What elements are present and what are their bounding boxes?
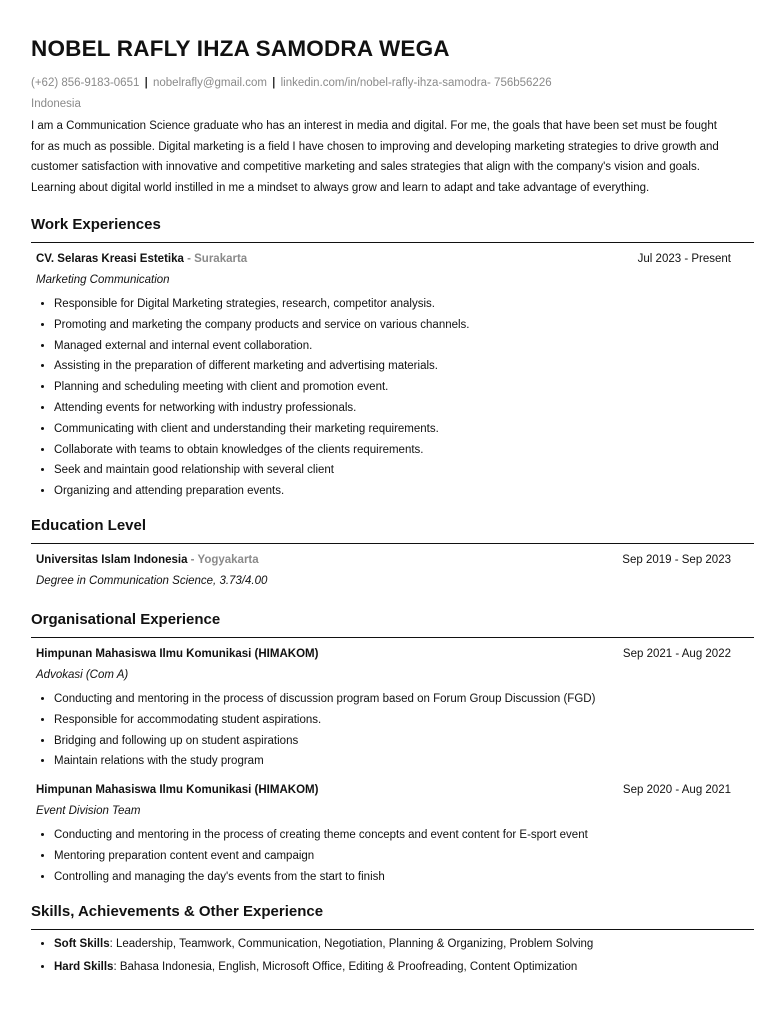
skill-label: Hard Skills — [54, 960, 114, 973]
list-item: • Maintain relations with the study program — [54, 751, 731, 772]
section-title: Organisational Experience — [31, 610, 754, 638]
entry-header — [36, 647, 731, 662]
list-item: • Conducting and mentoring in the process of discussion program based on Forum Group Discussion (FGD) — [54, 689, 731, 710]
section-title: Work Experiences — [31, 215, 754, 243]
work-entry — [31, 252, 741, 502]
job-role: Marketing Communication — [36, 274, 170, 286]
organisation-entry — [31, 783, 741, 887]
candidate-name: NOBEL RAFLY IHZA SAMODRA WEGA — [31, 36, 450, 61]
position: Advokasi (Com A) — [36, 668, 129, 681]
institution-name: Universitas Islam Indonesia — [36, 553, 188, 566]
list-item: • Responsible for accommodating student aspirations. — [54, 710, 731, 731]
list-item: • Organizing and attending preparation events. — [54, 481, 731, 502]
list-item: • Planning and scheduling meeting with client and promotion event. — [54, 377, 731, 398]
entry-date: Sep 2021 - Aug 2022 — [622, 647, 731, 660]
separator: | — [144, 77, 148, 89]
position: Event Division Team — [36, 805, 141, 818]
location: Indonesia — [31, 98, 81, 110]
skill-item — [54, 933, 741, 956]
organization-name: CV. Selaras Kreasi Estetika — [36, 253, 184, 265]
list-item: • Collaborate with teams to obtain knowledges of the clients requirements. — [54, 440, 731, 461]
list-item: • Bridging and following up on student aspirations — [54, 731, 731, 752]
list-item: • Assisting in the preparation of different marketing and advertising materials. — [54, 356, 731, 377]
work-section — [31, 215, 741, 502]
education-section — [31, 516, 741, 589]
phone: (+62) 856-9183-0651 — [31, 77, 140, 89]
list-item: • Controlling and managing the day's events from the start to finish — [54, 867, 731, 888]
linkedin-link[interactable]: linkedin.com/in/nobel-rafly-ihza-samodra- 756b56226 — [280, 77, 552, 89]
degree: Degree in Communication Science, 3.73/4.00 — [36, 574, 268, 587]
list-item: • Communicating with client and understanding their marketing requirements. — [54, 419, 731, 440]
skill-label: Soft Skills — [54, 937, 110, 950]
organisation-entry — [31, 647, 741, 772]
education-entry — [31, 553, 741, 589]
list-item: • Mentoring preparation content event and campaign — [54, 846, 731, 867]
organization-name: Himpunan Mahasiswa Ilmu Komunikasi (HIMAKOM) — [36, 647, 319, 660]
skills-section — [31, 902, 741, 979]
list-item: • Attending events for networking with industry professionals. — [54, 398, 731, 419]
entry-header — [36, 553, 731, 568]
skill-item — [54, 956, 741, 979]
skills-list — [31, 933, 741, 979]
contact-line — [31, 75, 741, 91]
list-item: • Promoting and marketing the company products and service on various channels. — [54, 315, 731, 336]
entry-header — [36, 783, 731, 798]
organisation-section — [31, 610, 741, 888]
separator: | — [272, 77, 276, 89]
entry-date: Sep 2019 - Sep 2023 — [622, 553, 731, 566]
list-item: • Conducting and mentoring in the process of creating theme concepts and event content for E-sport event — [54, 825, 731, 846]
summary: I am a Communication Science graduate who has an interest in media and digital. For me, the goals that have been set must be fought for as much as possible. Digital marketing is a field I have chosen to improving and developing marketing strategies to drive growth and customer satisfaction with innovative and competitive marketing and sales strategies that align with the company's vision and goals. Learning about digital world instilled in me a mindset to always grow and learn to adapt and take advantage of everything. — [31, 120, 719, 194]
bullet-list — [36, 294, 731, 502]
organization-name: Himpunan Mahasiswa Ilmu Komunikasi (HIMAKOM) — [36, 784, 319, 797]
institution-location: - Yogyakarta — [187, 553, 259, 566]
list-item: • Managed external and internal event collaboration. — [54, 336, 731, 357]
entry-date: Sep 2020 - Aug 2021 — [622, 784, 731, 797]
section-title: Education Level — [31, 516, 754, 544]
entry-date: Jul 2023 - Present — [637, 253, 731, 265]
organization-location: - Surakarta — [183, 253, 248, 265]
entry-header — [36, 252, 731, 267]
email-link[interactable]: nobelrafly@gmail.com — [153, 77, 267, 89]
bullet-list — [36, 689, 731, 772]
list-item: • Seek and maintain good relationship with several client — [54, 460, 731, 481]
skill-text: : Bahasa Indonesia, English, Microsoft Office, Editing & Proofreading, Content Optimization — [113, 960, 578, 973]
bullet-list — [36, 825, 731, 887]
section-title: Skills, Achievements & Other Experience — [31, 902, 754, 930]
list-item: • Responsible for Digital Marketing strategies, research, competitor analysis. — [54, 294, 731, 315]
skill-text: : Leadership, Teamwork, Communication, Negotiation, Planning & Organizing, Problem Solving — [109, 937, 594, 950]
